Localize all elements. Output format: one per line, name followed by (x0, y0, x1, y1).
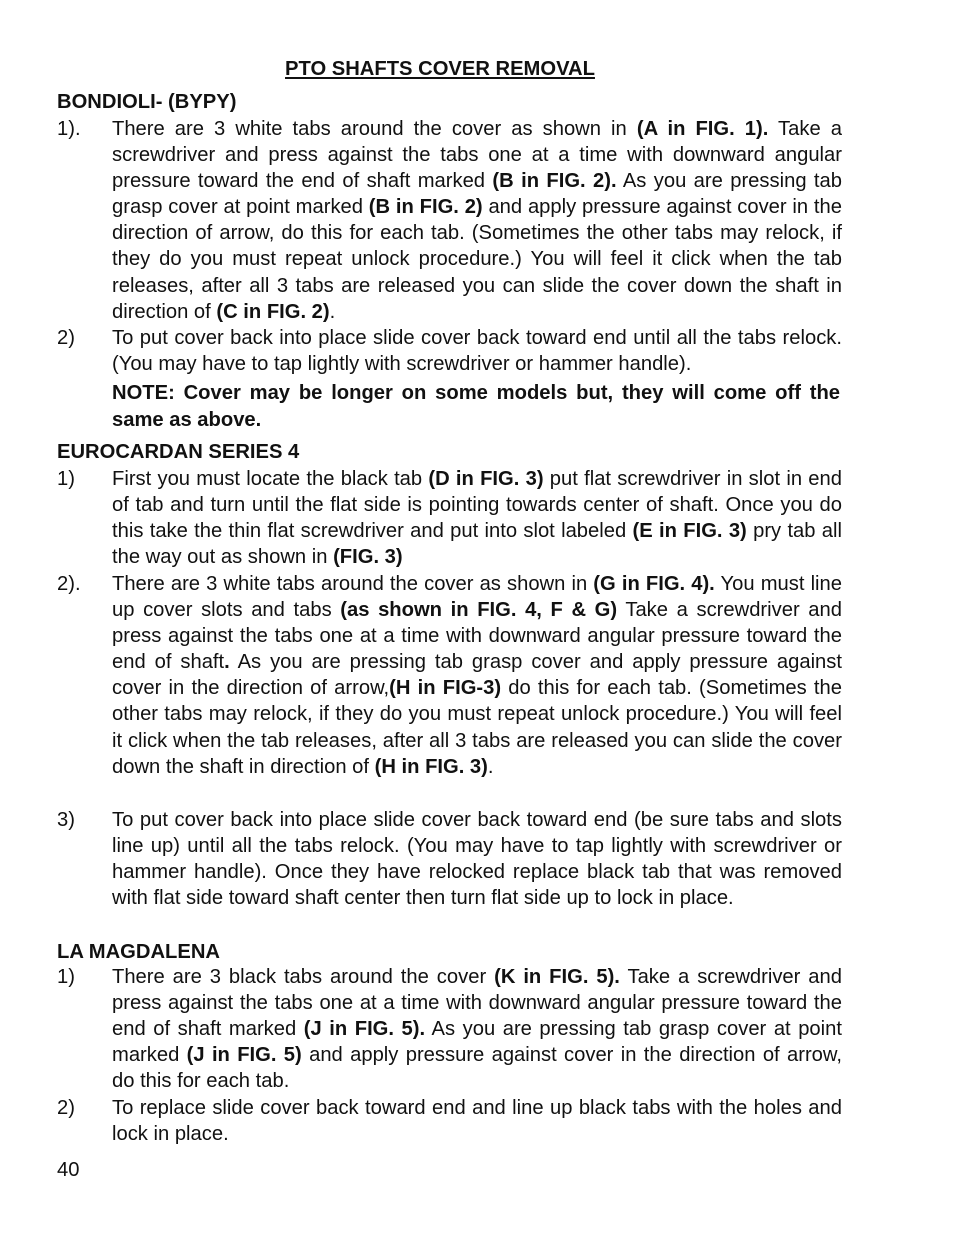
item-text (112, 964, 842, 1094)
text-run: You must line up cover slots and tabs (112, 573, 842, 622)
figure-reference: (J in FIG. 5). (303, 1018, 426, 1041)
item-text (112, 116, 842, 325)
figure-reference: (B in FIG. 2) (368, 196, 483, 219)
figure-reference: (G in FIG. 4). (593, 573, 715, 595)
item-number: 1). (57, 118, 81, 140)
text-run: To put cover back into place slide cover back toward end (be sure tabs and slots line up) until all the tabs relock. (You may have to tap lightly with screwdriver or hammer handle). Once they have relocked replace black tab that was removed with flat side toward shaft center then turn flat side up to lock in place. (112, 809, 842, 910)
text-run: First you must locate the black tab (112, 468, 429, 490)
item-number: 1) (57, 966, 75, 988)
text-run: . (487, 755, 494, 778)
section-heading-eurocardan: EUROCARDAN SERIES 4 (57, 441, 300, 463)
instruction-item (57, 571, 842, 780)
item-number: 1) (57, 468, 75, 490)
item-number: 2) (57, 1097, 75, 1119)
instruction-item (57, 964, 842, 1094)
item-number: 2). (57, 573, 81, 595)
figure-reference: (E in FIG. 3) (632, 520, 747, 543)
figure-reference: . (224, 651, 230, 674)
text-run: pry tab all the way out as shown in (112, 520, 843, 569)
text-run: There are 3 white tabs around the cover as shown in (112, 118, 637, 140)
item-number: 2) (57, 327, 75, 349)
section-heading-la-magdalena: LA MAGDALENA (57, 941, 220, 963)
text-run: and apply pressure against cover in the direction of arrow, do this for each tab. (112, 1044, 842, 1093)
text-run: Take a screwdriver and press against the tabs one at a time with downward angular pressure toward the end of shaft marked (112, 966, 842, 1041)
figure-reference: (C in FIG. 2) (216, 300, 330, 323)
text-run: Take a screwdriver and press against the tabs one at a time with downward angular pressure toward the end of shaft marked (112, 118, 842, 193)
text-run: do this for each tab. (Sometimes the other tabs may relock, if they do you must repeat unlock procedure.) You will feel it click when the tab releases, after all 3 tabs are released you can slide the cover down the shaft in direction of (112, 677, 842, 778)
item-text (112, 325, 842, 377)
text-run: put flat screwdriver in slot in end of tab and turn until the flat side is pointing towards center of shaft. Once you do this take the thin flat screwdriver and put into slot labeled (112, 468, 842, 543)
figure-reference: (D in FIG. 3) (428, 468, 544, 490)
text-run: There are 3 black tabs around the cover (112, 966, 495, 988)
text-run: and apply pressure against cover in the direction of arrow, do this for each tab. (Sometimes the other tabs may relock, if they do you must repeat unlock procedure.) You will feel it click when the tab releases, after all 3 tabs are released you can slide the cover down the shaft in direction of (112, 196, 842, 323)
figure-reference: (H in FIG. 3) (374, 755, 488, 778)
text-run: As you are pressing tab grasp cover at point marked (112, 1018, 842, 1067)
text-run: . (329, 300, 336, 323)
instruction-item (57, 325, 842, 377)
page-number: 40 (57, 1159, 80, 1181)
page-title: PTO SHAFTS COVER REMOVAL (285, 58, 595, 80)
figure-reference: (J in FIG. 5) (186, 1044, 302, 1067)
note-text: NOTE: Cover may be longer on some models but, they will come off the same as above. (112, 382, 840, 431)
figure-reference: (H in FIG-3) (389, 677, 502, 700)
instruction-item (57, 1095, 842, 1147)
item-text (112, 807, 842, 911)
item-number: 3) (57, 809, 75, 831)
figure-reference: (B in FIG. 2). (492, 170, 617, 193)
instruction-item (57, 466, 842, 570)
text-run: As you are pressing tab grasp cover at point marked (112, 170, 842, 219)
figure-reference: (FIG. 3) (333, 546, 403, 569)
text-run: To replace slide cover back toward end and line up black tabs with the holes and lock in place. (112, 1097, 842, 1146)
section-heading-bondioli: BONDIOLI- (BYPY) (57, 91, 237, 113)
figure-reference: (as shown in FIG. 4, F & G) (340, 599, 618, 622)
figure-reference: (K in FIG. 5). (494, 966, 620, 988)
figure-reference: (A in FIG. 1). (636, 118, 769, 140)
text-run: To put cover back into place slide cover back toward end until all the tabs relock. (You may have to tap lightly with screwdriver or hammer handle). (112, 327, 842, 376)
item-text (112, 571, 842, 780)
instruction-item (57, 116, 842, 325)
item-text (112, 1095, 842, 1147)
item-text (112, 466, 842, 570)
text-run: Take a screwdriver and press against the tabs one at a time with downward angular pressure toward the end of shaft (112, 599, 842, 674)
text-run: There are 3 white tabs around the cover as shown in (112, 573, 594, 595)
instruction-item (57, 807, 842, 911)
text-run: As you are pressing tab grasp cover and apply pressure against cover in the direction of arrow, (112, 651, 842, 700)
